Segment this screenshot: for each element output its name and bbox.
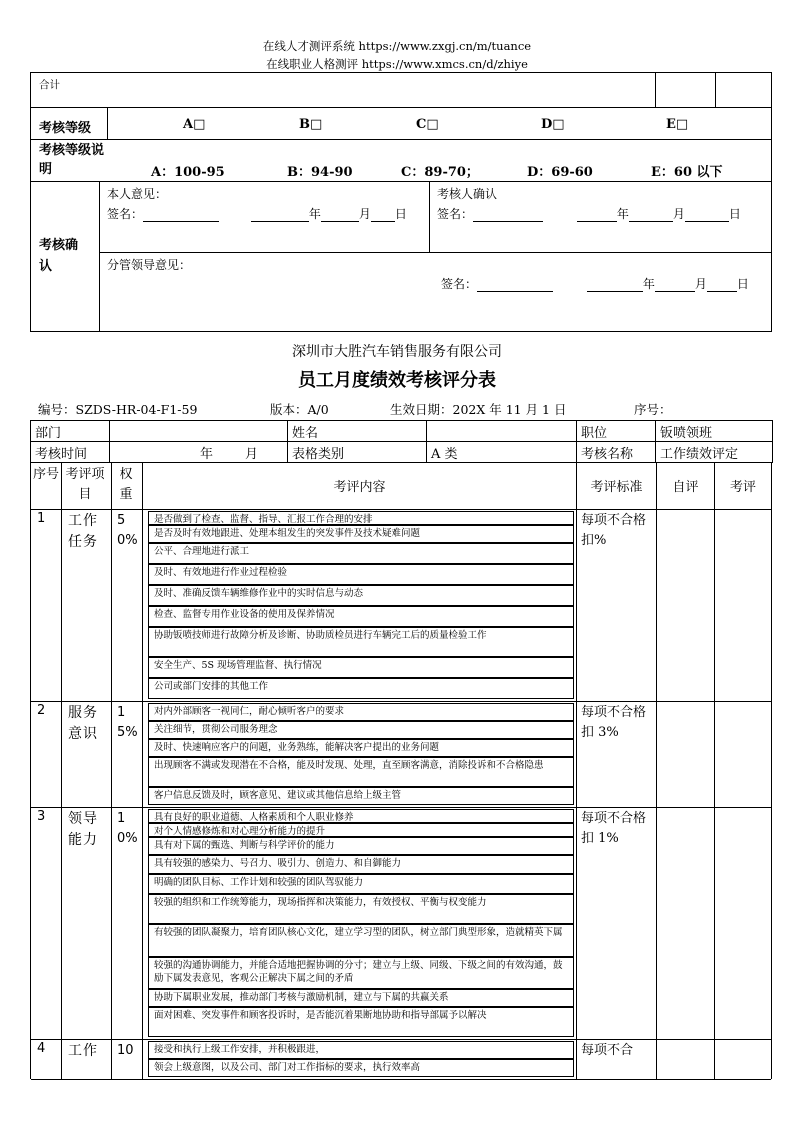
info-table (30, 420, 773, 463)
grade-desc-row (31, 139, 771, 182)
section-item: 服务意识 (68, 705, 98, 742)
leader-sign-label: 签名： (441, 277, 478, 291)
criteria-item: 及时、有效地进行作业过程检验 (148, 564, 574, 585)
evaluation-table (30, 462, 772, 1079)
section-weight: 10 (117, 1043, 134, 1058)
period-label: 考核时间 (31, 442, 110, 463)
dept-label: 部门 (31, 421, 110, 442)
criteria-item: 及时、准确反馈车辆维修作业中的实时信息与动态 (148, 585, 574, 606)
review-score-cell[interactable] (715, 1039, 771, 1079)
review-score-cell[interactable] (715, 509, 771, 701)
criteria-item: 领会上级意图，以及公司、部门对工作指标的要求，执行效率高 (148, 1059, 574, 1077)
criteria-item: 对内外部顾客一视同仁，耐心倾听客户的要求 (148, 703, 574, 721)
criteria-item: 协助下属职业发展，推动部门考核与激励机制，建立与下属的共赢关系 (148, 989, 574, 1007)
confirm-label: 考核确认 (39, 238, 79, 274)
assess-name-value: 工作绩效评定 (656, 442, 773, 463)
assess-name-label: 考核名称 (577, 442, 656, 463)
form-type-label: 表格类别 (288, 442, 427, 463)
confirm-label-cell (31, 181, 100, 331)
section-4 (31, 1039, 771, 1080)
reviewer-sign[interactable] (437, 205, 741, 222)
column-header-row (31, 463, 771, 510)
review-score-cell[interactable] (715, 807, 771, 1039)
self-day: 日 (394, 207, 407, 221)
self-opinion-label: 本人意见： (107, 187, 168, 201)
col-no: 序号 (33, 467, 60, 482)
criteria-item: 对个人情感修炼和对心理分析能力的提升 (148, 823, 574, 837)
grade-desc-label: 考核等级说明 (39, 143, 105, 177)
effective-date: 生效日期：202X 年 11 月 1 日 (390, 402, 567, 417)
serial-no: 序号： (634, 402, 672, 417)
self-sign-label: 签名： (107, 207, 144, 221)
company-name: 深圳市大胜汽车销售服务有限公司 (292, 344, 502, 360)
criteria-item: 是否及时有效地跟进、处理本组发生的突发事件及技术疑难问题 (148, 525, 574, 543)
section-weight: 50% (117, 513, 138, 548)
self-score-cell[interactable] (657, 807, 714, 1039)
section-no: 4 (37, 1041, 46, 1056)
criteria-item: 公司或部门安排的其他工作 (148, 678, 574, 699)
section-no: 2 (37, 703, 46, 718)
criteria-item: 安全生产、5S 现场管理监督、执行情况 (148, 657, 574, 678)
self-score-cell[interactable] (657, 701, 714, 807)
criteria-item: 出现顾客不满或发现潜在不合格，能及时发现、处理，直至顾客满意，消除投诉和不合格隐患 (148, 757, 574, 787)
total-label: 合计 (39, 79, 60, 91)
reviewer-month: 月 (672, 207, 685, 221)
grade-b[interactable]: B□ (299, 117, 323, 132)
section-item: 领导能力 (68, 811, 98, 848)
grade-a[interactable]: A□ (183, 117, 206, 132)
name-value[interactable] (427, 421, 577, 442)
criteria-item: 明确的团队目标、工作计划和较强的团队驾驭能力 (148, 874, 574, 894)
position-value: 钣喷领班 (656, 421, 773, 442)
reviewer-year: 年 (616, 207, 629, 221)
form-version: 版本：A/0 (270, 402, 329, 417)
col-review: 考评 (729, 480, 756, 495)
criteria-item: 具有良好的职业道德、人格素质和个人职业修养 (148, 809, 574, 823)
section-1 (31, 509, 771, 702)
grade-row (31, 107, 771, 140)
section-no: 3 (37, 809, 46, 824)
criteria-item: 客户信息反馈及时，顾客意见、建议或其他信息给上级主管 (148, 787, 574, 805)
section-standard: 每项不合格扣% (581, 513, 647, 548)
period-year: 年 (200, 446, 214, 462)
col-weight: 权重 (119, 467, 133, 502)
self-score-cell[interactable] (657, 1039, 714, 1079)
name-label: 姓名 (288, 421, 427, 442)
grade-e[interactable]: E□ (666, 117, 689, 132)
section-item: 工作任务 (68, 513, 98, 550)
grade-desc-c: C：89-70； (401, 165, 479, 180)
top-table (30, 72, 772, 332)
form-type-value: A 类 (427, 442, 577, 463)
criteria-item: 较强的沟通协调能力，并能合适地把握协调的分寸；建立与上级、同级、下级之间的有效沟通，鼓励下属发表意见，客观公正解决下属之间的矛盾 (148, 957, 574, 989)
section-weight: 10% (117, 811, 138, 846)
reviewer-confirm-label: 考核人确认 (437, 187, 498, 201)
section-standard: 每项不合 (581, 1043, 634, 1058)
grade-label: 考核等级 (39, 121, 92, 136)
section-no: 1 (37, 511, 46, 526)
review-score-cell[interactable] (715, 701, 771, 807)
header-line-2: 在线职业人格测评 https://www.xmcs.cn/d/zhiye (266, 57, 528, 71)
criteria-item: 及时、快速响应客户的问题，业务熟练，能解决客户提出的业务问题 (148, 739, 574, 757)
criteria-item: 有较强的团队凝聚力，培育团队核心文化，建立学习型的团队，树立部门典型形象，造就精英下属 (148, 924, 574, 957)
form-code: 编号：SZDS-HR-04-F1-59 (38, 402, 198, 417)
grade-desc-a: A：100-95 (151, 165, 225, 180)
section-standard: 每项不合格扣 3% (581, 705, 647, 740)
header-line-1: 在线人才测评系统 https://www.zxgj.cn/m/tuance (262, 39, 532, 53)
section-item: 工作 (68, 1043, 98, 1059)
leader-year: 年 (642, 277, 655, 291)
criteria-item: 是否做到了检查、监督、指导、汇报工作合理的安排 (148, 511, 574, 525)
criteria-item: 公平、合理地进行派工 (148, 543, 574, 564)
self-month: 月 (358, 207, 371, 221)
section-2 (31, 701, 771, 808)
period-month: 月 (245, 446, 259, 462)
grade-c[interactable]: C□ (416, 117, 439, 132)
self-score-cell[interactable] (657, 509, 714, 701)
col-standard: 考评标准 (590, 480, 643, 495)
criteria-item: 协助钣喷技师进行故障分析及诊断、协助质检员进行车辆完工后的质量检验工作 (148, 627, 574, 657)
self-year: 年 (308, 207, 321, 221)
grade-desc-b: B：94-90 (287, 165, 353, 180)
leader-sign[interactable] (441, 275, 749, 292)
total-row (31, 73, 771, 108)
leader-month: 月 (694, 277, 707, 291)
grade-desc-d: D：69-60 (527, 165, 593, 180)
criteria-item: 具有对下属的甄选、判断与科学评价的能力 (148, 837, 574, 855)
criteria-item: 检查、监督专用作业设备的使用及保养情况 (148, 606, 574, 627)
section-3 (31, 807, 771, 1040)
col-item: 考评项目 (65, 467, 105, 502)
criteria-item: 具有较强的感染力、号召力、吸引力、创造力、和自御能力 (148, 855, 574, 874)
opinion-row (99, 181, 771, 253)
criteria-item: 接受和执行上级工作安排，并积极跟进， (148, 1041, 574, 1059)
col-content: 考评内容 (333, 480, 386, 495)
reviewer-sign-label: 签名： (437, 207, 474, 221)
leader-day: 日 (736, 277, 749, 291)
leader-opinion-label: 分管领导意见： (107, 258, 192, 272)
self-sign[interactable] (107, 205, 407, 222)
position-label: 职位 (577, 421, 656, 442)
form-title: 员工月度绩效考核评分表 (298, 370, 496, 391)
criteria-item: 关注细节，贯彻公司服务理念 (148, 721, 574, 739)
leader-row (99, 252, 771, 331)
section-standard: 每项不合格扣 1% (581, 811, 647, 846)
period-value[interactable] (110, 442, 288, 463)
dept-value[interactable] (110, 421, 288, 442)
section-weight: 15% (117, 705, 138, 740)
reviewer-day: 日 (728, 207, 741, 221)
criteria-item: 较强的组织和工作统筹能力，现场指挥和决策能力，有效授权、平衡与权变能力 (148, 894, 574, 924)
grade-d[interactable]: D□ (541, 117, 565, 132)
col-self: 自评 (672, 480, 699, 495)
criteria-item: 面对困难、突发事件和顾客投诉时，是否能沉着果断地协助和指导部属予以解决 (148, 1007, 574, 1037)
grade-desc-e: E：60 以下 (651, 165, 723, 180)
